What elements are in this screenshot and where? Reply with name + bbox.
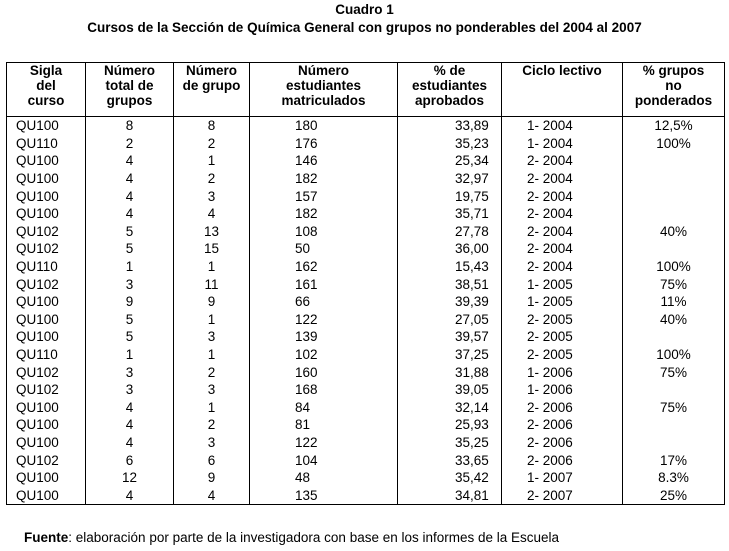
- table-cell: 1- 2004: [502, 135, 623, 153]
- table-cell: 2- 2006: [502, 399, 623, 417]
- table-cell: 3: [86, 381, 174, 399]
- table-cell: 157: [250, 187, 398, 205]
- table-cell: QU110: [7, 135, 86, 153]
- table-cell: 160: [250, 363, 398, 381]
- column-header: [623, 63, 725, 117]
- table-cell: 9: [174, 293, 250, 311]
- table-row: [7, 187, 725, 205]
- table-cell: QU100: [7, 486, 86, 504]
- table-cell: 4: [174, 486, 250, 504]
- table-cell: 25,34: [398, 152, 502, 170]
- table-cell: 2- 2004: [502, 223, 623, 241]
- table-cell: 39,39: [398, 293, 502, 311]
- table-cell: QU110: [7, 346, 86, 364]
- table-row: [7, 240, 725, 258]
- table-cell: 12,5%: [623, 117, 725, 135]
- table-cell: 161: [250, 275, 398, 293]
- table-cell: 66: [250, 293, 398, 311]
- table-cell: 2: [174, 416, 250, 434]
- table-body: [7, 117, 725, 505]
- table-row: [7, 346, 725, 364]
- table-cell: 4: [86, 170, 174, 188]
- column-header-line: estudiantes: [285, 78, 362, 93]
- table-cell: [623, 240, 725, 258]
- table-cell: 122: [250, 434, 398, 452]
- column-header-line: Número: [185, 63, 237, 78]
- table-cell: QU100: [7, 205, 86, 223]
- table-cell: QU100: [7, 416, 86, 434]
- table-cell: 35,23: [398, 135, 502, 153]
- table-cell: [623, 170, 725, 188]
- table-cell: 182: [250, 205, 398, 223]
- table-row: [7, 311, 725, 329]
- column-header: [7, 63, 86, 117]
- column-header-line: Número: [103, 63, 155, 78]
- source-label: Fuente: [24, 530, 69, 545]
- table-cell: 84: [250, 399, 398, 417]
- table-cell: 2- 2004: [502, 205, 623, 223]
- table-number: Cuadro 1: [335, 2, 394, 17]
- table-cell: 1: [174, 152, 250, 170]
- table-cell: 4: [86, 434, 174, 452]
- column-header-line: Ciclo lectivo: [522, 63, 602, 78]
- column-header: [86, 63, 174, 117]
- table-cell: 2- 2004: [502, 187, 623, 205]
- table-cell: 2- 2006: [502, 434, 623, 452]
- table-cell: 40%: [623, 311, 725, 329]
- table-cell: 2- 2007: [502, 486, 623, 504]
- table-row: [7, 328, 725, 346]
- table-cell: 8.3%: [623, 469, 725, 487]
- column-header: [174, 63, 250, 117]
- table-cell: 6: [86, 451, 174, 469]
- table-cell: 1- 2006: [502, 381, 623, 399]
- table-cell: 102: [250, 346, 398, 364]
- table-row: [7, 486, 725, 504]
- table-cell: 13: [174, 223, 250, 241]
- table-row: [7, 223, 725, 241]
- table-cell: 19,75: [398, 187, 502, 205]
- table-cell: 35,42: [398, 469, 502, 487]
- table-cell: QU102: [7, 223, 86, 241]
- column-header-line: estudiantes: [411, 78, 488, 93]
- table-cell: 15: [174, 240, 250, 258]
- table-row: [7, 381, 725, 399]
- table-cell: 33,65: [398, 451, 502, 469]
- table-cell: 1: [174, 346, 250, 364]
- table-row: [7, 117, 725, 135]
- table-cell: QU102: [7, 275, 86, 293]
- table-cell: 36,00: [398, 240, 502, 258]
- table-cell: QU100: [7, 469, 86, 487]
- table-cell: 81: [250, 416, 398, 434]
- table-cell: 1- 2007: [502, 469, 623, 487]
- table-cell: 4: [174, 205, 250, 223]
- table-cell: 4: [86, 486, 174, 504]
- table-cell: 33,89: [398, 117, 502, 135]
- table-cell: 27,05: [398, 311, 502, 329]
- table-cell: 2- 2004: [502, 240, 623, 258]
- table-cell: 4: [86, 205, 174, 223]
- table-cell: 5: [86, 223, 174, 241]
- table-cell: 3: [86, 275, 174, 293]
- table-cell: 35,71: [398, 205, 502, 223]
- table-cell: QU100: [7, 328, 86, 346]
- table-cell: 146: [250, 152, 398, 170]
- table-cell: 3: [174, 434, 250, 452]
- table-cell: 139: [250, 328, 398, 346]
- table-cell: 3: [174, 187, 250, 205]
- table-cell: 5: [86, 311, 174, 329]
- table-cell: 2- 2005: [502, 346, 623, 364]
- table-cell: 27,78: [398, 223, 502, 241]
- table-row: [7, 205, 725, 223]
- table-cell: 11%: [623, 293, 725, 311]
- column-header: [398, 63, 502, 117]
- table-cell: 75%: [623, 363, 725, 381]
- table-cell: 1- 2005: [502, 293, 623, 311]
- table-cell: 75%: [623, 275, 725, 293]
- table-cell: 4: [86, 399, 174, 417]
- table-cell: 9: [86, 293, 174, 311]
- table-cell: 40%: [623, 223, 725, 241]
- table-cell: 4: [86, 416, 174, 434]
- table-cell: 8: [174, 117, 250, 135]
- table-row: [7, 170, 725, 188]
- table-cell: QU102: [7, 240, 86, 258]
- table-cell: 9: [174, 469, 250, 487]
- table-cell: 48: [250, 469, 398, 487]
- table-cell: 5: [86, 240, 174, 258]
- table-cell: QU102: [7, 381, 86, 399]
- table-row: [7, 135, 725, 153]
- table-cell: 162: [250, 258, 398, 276]
- table-cell: 2- 2004: [502, 152, 623, 170]
- table-cell: 1: [86, 346, 174, 364]
- table-cell: QU100: [7, 434, 86, 452]
- table-cell: 2- 2006: [502, 451, 623, 469]
- source-note: [24, 530, 559, 545]
- table-row: [7, 434, 725, 452]
- table-cell: 1: [174, 311, 250, 329]
- table-cell: 2- 2005: [502, 311, 623, 329]
- table-cell: QU100: [7, 311, 86, 329]
- table-cell: 2- 2006: [502, 416, 623, 434]
- table-row: [7, 293, 725, 311]
- table-cell: 6: [174, 451, 250, 469]
- table-cell: 122: [250, 311, 398, 329]
- table-cell: 108: [250, 223, 398, 241]
- column-header-line: % de: [433, 63, 466, 78]
- table-cell: 2: [174, 135, 250, 153]
- table-row: [7, 152, 725, 170]
- table-header: [7, 63, 725, 117]
- table-cell: 100%: [623, 346, 725, 364]
- table-cell: 37,25: [398, 346, 502, 364]
- table-cell: [623, 152, 725, 170]
- column-header: [502, 63, 623, 117]
- table-cell: 32,14: [398, 399, 502, 417]
- data-table: [6, 62, 725, 505]
- table-cell: 34,81: [398, 486, 502, 504]
- table-cell: 3: [86, 363, 174, 381]
- table-cell: 50: [250, 240, 398, 258]
- table-row: [7, 275, 725, 293]
- table-title: Cursos de la Sección de Química General con grupos no ponderables del 2004 al 2007: [87, 20, 642, 35]
- table-cell: [623, 328, 725, 346]
- table-cell: QU100: [7, 187, 86, 205]
- column-header-line: total de: [105, 78, 154, 93]
- table-cell: 2- 2004: [502, 258, 623, 276]
- table-cell: 104: [250, 451, 398, 469]
- column-header-line: Número: [297, 63, 349, 78]
- table-cell: 4: [86, 152, 174, 170]
- table-cell: 3: [174, 381, 250, 399]
- table-cell: 32,97: [398, 170, 502, 188]
- table-cell: 1: [174, 399, 250, 417]
- table-cell: 2- 2004: [502, 170, 623, 188]
- table-cell: [623, 205, 725, 223]
- table-cell: 17%: [623, 451, 725, 469]
- table-cell: 25,93: [398, 416, 502, 434]
- table-cell: QU100: [7, 170, 86, 188]
- table-cell: 39,05: [398, 381, 502, 399]
- table-cell: 2: [174, 170, 250, 188]
- table-cell: 1- 2006: [502, 363, 623, 381]
- table-cell: 15,43: [398, 258, 502, 276]
- column-header-line: Sigla: [29, 63, 63, 78]
- table-cell: 35,25: [398, 434, 502, 452]
- column-header-line: curso: [27, 93, 65, 108]
- table-cell: 4: [86, 187, 174, 205]
- table-cell: 25%: [623, 486, 725, 504]
- table-cell: 75%: [623, 399, 725, 417]
- table-cell: 1- 2005: [502, 275, 623, 293]
- table-cell: 100%: [623, 135, 725, 153]
- column-header-line: ponderados: [634, 93, 713, 108]
- table-row: [7, 469, 725, 487]
- table-cell: 135: [250, 486, 398, 504]
- table-cell: 2: [86, 135, 174, 153]
- header-row: [7, 63, 725, 117]
- source-text: : elaboración por parte de la investigadora con base en los informes de la Escuela: [68, 530, 560, 545]
- table-cell: 1: [174, 258, 250, 276]
- table-cell: QU102: [7, 363, 86, 381]
- table-cell: 2- 2005: [502, 328, 623, 346]
- column-header-line: de grupo: [182, 78, 241, 93]
- table-cell: 12: [86, 469, 174, 487]
- table-cell: QU100: [7, 293, 86, 311]
- table-cell: 176: [250, 135, 398, 153]
- column-header-line: del: [36, 78, 56, 93]
- table-row: [7, 416, 725, 434]
- column-header-line: aprobados: [414, 93, 484, 108]
- column-header-line: % grupos: [642, 63, 705, 78]
- table-cell: [623, 416, 725, 434]
- table-cell: 2: [174, 363, 250, 381]
- table-cell: 3: [174, 328, 250, 346]
- table-cell: 38,51: [398, 275, 502, 293]
- table-cell: [623, 381, 725, 399]
- column-header-line: matriculados: [281, 93, 366, 108]
- column-header-line: no: [665, 78, 682, 93]
- table-cell: 168: [250, 381, 398, 399]
- table-cell: 11: [174, 275, 250, 293]
- table-cell: 8: [86, 117, 174, 135]
- table-cell: 31,88: [398, 363, 502, 381]
- table-cell: [623, 187, 725, 205]
- table-cell: [623, 434, 725, 452]
- table-cell: QU102: [7, 451, 86, 469]
- table-row: [7, 363, 725, 381]
- table-cell: 1: [86, 258, 174, 276]
- table-cell: 182: [250, 170, 398, 188]
- table-cell: 1- 2004: [502, 117, 623, 135]
- table-cell: 100%: [623, 258, 725, 276]
- table-cell: 5: [86, 328, 174, 346]
- table-cell: QU110: [7, 258, 86, 276]
- table-cell: 180: [250, 117, 398, 135]
- table-cell: QU100: [7, 152, 86, 170]
- column-header: [250, 63, 398, 117]
- table-row: [7, 399, 725, 417]
- table-cell: QU100: [7, 399, 86, 417]
- table-cell: QU100: [7, 117, 86, 135]
- table-row: [7, 258, 725, 276]
- column-header-line: grupos: [106, 93, 153, 108]
- table-cell: 39,57: [398, 328, 502, 346]
- table-row: [7, 451, 725, 469]
